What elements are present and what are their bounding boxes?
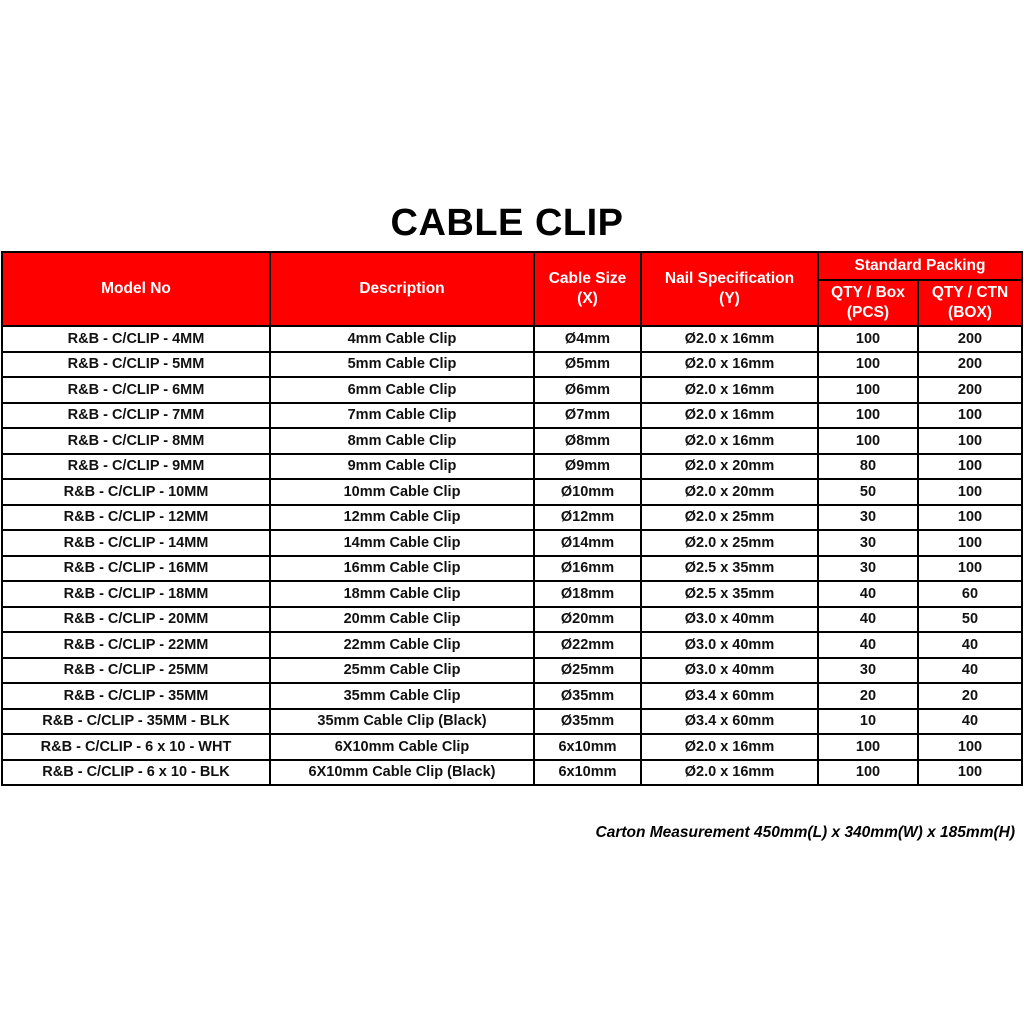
cell-description: 6X10mm Cable Clip (Black): [270, 760, 534, 786]
cell-qty-ctn: 100: [918, 530, 1022, 556]
table-row: [2, 428, 1022, 454]
header-qty-box-unit: (PCS): [846, 304, 890, 321]
cell-description: 4mm Cable Clip: [270, 326, 534, 352]
cell-qty-ctn: 100: [918, 403, 1022, 429]
cell-nail-spec: Ø3.0 x 40mm: [641, 658, 818, 684]
cell-qty-box: 100: [818, 734, 918, 760]
cell-description: 16mm Cable Clip: [270, 556, 534, 582]
cell-model-no: R&B - C/CLIP - 5MM: [2, 352, 270, 378]
cell-nail-spec: Ø2.0 x 16mm: [641, 734, 818, 760]
page-title: CABLE CLIP: [390, 202, 624, 244]
header-model-no: Model No: [2, 252, 270, 326]
cell-qty-box: 10: [818, 709, 918, 735]
cell-qty-box: 40: [818, 581, 918, 607]
cell-model-no: R&B - C/CLIP - 25MM: [2, 658, 270, 684]
cell-description: 6mm Cable Clip: [270, 377, 534, 403]
header-qty-box: [818, 280, 918, 326]
cell-model-no: R&B - C/CLIP - 6 x 10 - BLK: [2, 760, 270, 786]
cell-model-no: R&B - C/CLIP - 18MM: [2, 581, 270, 607]
cell-description: 14mm Cable Clip: [270, 530, 534, 556]
cell-qty-ctn: 100: [918, 734, 1022, 760]
cell-cable-size: 6x10mm: [534, 734, 641, 760]
cell-qty-ctn: 100: [918, 505, 1022, 531]
cell-model-no: R&B - C/CLIP - 22MM: [2, 632, 270, 658]
cell-description: 35mm Cable Clip: [270, 683, 534, 709]
cell-qty-box: 20: [818, 683, 918, 709]
cell-cable-size: Ø14mm: [534, 530, 641, 556]
cell-nail-spec: Ø2.0 x 16mm: [641, 326, 818, 352]
table-row: [2, 505, 1022, 531]
cell-qty-ctn: 40: [918, 709, 1022, 735]
cell-cable-size: Ø4mm: [534, 326, 641, 352]
cell-cable-size: 6x10mm: [534, 760, 641, 786]
cell-qty-box: 100: [818, 377, 918, 403]
header-qty-box-label: QTY / Box: [831, 284, 905, 301]
cell-qty-box: 100: [818, 403, 918, 429]
header-cable-size: [534, 252, 641, 326]
header-standard-packing: Standard Packing: [818, 252, 1022, 280]
cell-description: 9mm Cable Clip: [270, 454, 534, 480]
cell-description: 8mm Cable Clip: [270, 428, 534, 454]
cell-description: 18mm Cable Clip: [270, 581, 534, 607]
cell-model-no: R&B - C/CLIP - 12MM: [2, 505, 270, 531]
cell-qty-box: 30: [818, 530, 918, 556]
header-qty-ctn-unit: (BOX): [948, 304, 992, 321]
cell-qty-ctn: 100: [918, 479, 1022, 505]
table-row: [2, 326, 1022, 352]
cell-cable-size: Ø9mm: [534, 454, 641, 480]
cable-clip-spec-table: [1, 251, 1023, 786]
carton-measurement-note: Carton Measurement 450mm(L) x 340mm(W) x 185mm(H): [595, 824, 1015, 841]
cell-qty-ctn: 40: [918, 632, 1022, 658]
table-row: [2, 760, 1022, 786]
cell-model-no: R&B - C/CLIP - 35MM - BLK: [2, 709, 270, 735]
table-row: [2, 454, 1022, 480]
cell-qty-box: 100: [818, 352, 918, 378]
cell-nail-spec: Ø2.0 x 20mm: [641, 454, 818, 480]
header-row: [2, 252, 1022, 280]
cell-qty-box: 30: [818, 658, 918, 684]
cell-cable-size: Ø6mm: [534, 377, 641, 403]
cell-qty-ctn: 200: [918, 352, 1022, 378]
table-row: [2, 734, 1022, 760]
header-cable-size-symbol: (X): [577, 290, 598, 307]
cell-qty-ctn: 200: [918, 326, 1022, 352]
cell-cable-size: Ø10mm: [534, 479, 641, 505]
cell-model-no: R&B - C/CLIP - 6MM: [2, 377, 270, 403]
cell-model-no: R&B - C/CLIP - 14MM: [2, 530, 270, 556]
cell-qty-box: 30: [818, 556, 918, 582]
cell-nail-spec: Ø3.4 x 60mm: [641, 683, 818, 709]
cell-qty-ctn: 200: [918, 377, 1022, 403]
table-row: [2, 352, 1022, 378]
cell-nail-spec: Ø2.0 x 25mm: [641, 505, 818, 531]
cell-nail-spec: Ø2.5 x 35mm: [641, 556, 818, 582]
cell-model-no: R&B - C/CLIP - 9MM: [2, 454, 270, 480]
cell-description: 25mm Cable Clip: [270, 658, 534, 684]
table-row: [2, 479, 1022, 505]
cell-nail-spec: Ø2.0 x 16mm: [641, 403, 818, 429]
cell-qty-ctn: 100: [918, 760, 1022, 786]
cell-qty-ctn: 100: [918, 556, 1022, 582]
cell-nail-spec: Ø2.0 x 16mm: [641, 377, 818, 403]
cell-cable-size: Ø20mm: [534, 607, 641, 633]
cell-qty-ctn: 40: [918, 658, 1022, 684]
cell-model-no: R&B - C/CLIP - 8MM: [2, 428, 270, 454]
header-qty-ctn: [918, 280, 1022, 326]
table-body: [2, 326, 1022, 785]
cell-description: 35mm Cable Clip (Black): [270, 709, 534, 735]
cell-cable-size: Ø7mm: [534, 403, 641, 429]
header-description: Description: [270, 252, 534, 326]
cell-qty-ctn: 50: [918, 607, 1022, 633]
cell-cable-size: Ø18mm: [534, 581, 641, 607]
cell-model-no: R&B - C/CLIP - 6 x 10 - WHT: [2, 734, 270, 760]
cell-qty-box: 40: [818, 632, 918, 658]
header-qty-ctn-label: QTY / CTN: [931, 284, 1009, 301]
cell-model-no: R&B - C/CLIP - 7MM: [2, 403, 270, 429]
cell-qty-box: 100: [818, 326, 918, 352]
cell-qty-ctn: 100: [918, 428, 1022, 454]
table-row: [2, 530, 1022, 556]
cell-nail-spec: Ø3.4 x 60mm: [641, 709, 818, 735]
cell-nail-spec: Ø3.0 x 40mm: [641, 607, 818, 633]
table-row: [2, 556, 1022, 582]
cell-description: 22mm Cable Clip: [270, 632, 534, 658]
table-row: [2, 632, 1022, 658]
cell-model-no: R&B - C/CLIP - 4MM: [2, 326, 270, 352]
header-nail-spec: [641, 252, 818, 326]
cell-nail-spec: Ø2.0 x 20mm: [641, 479, 818, 505]
cell-qty-box: 40: [818, 607, 918, 633]
cell-cable-size: Ø16mm: [534, 556, 641, 582]
cell-nail-spec: Ø3.0 x 40mm: [641, 632, 818, 658]
cell-description: 7mm Cable Clip: [270, 403, 534, 429]
cell-model-no: R&B - C/CLIP - 16MM: [2, 556, 270, 582]
cell-nail-spec: Ø2.0 x 16mm: [641, 428, 818, 454]
cell-qty-box: 30: [818, 505, 918, 531]
cell-qty-box: 50: [818, 479, 918, 505]
cell-description: 20mm Cable Clip: [270, 607, 534, 633]
cell-qty-ctn: 100: [918, 454, 1022, 480]
table-row: [2, 607, 1022, 633]
cell-nail-spec: Ø2.0 x 25mm: [641, 530, 818, 556]
table-row: [2, 403, 1022, 429]
header-nail-spec-symbol: (Y): [719, 290, 740, 307]
cell-qty-ctn: 20: [918, 683, 1022, 709]
cell-qty-box: 100: [818, 760, 918, 786]
cell-cable-size: Ø5mm: [534, 352, 641, 378]
table-row: [2, 581, 1022, 607]
table-row: [2, 683, 1022, 709]
cell-nail-spec: Ø2.0 x 16mm: [641, 352, 818, 378]
cell-cable-size: Ø12mm: [534, 505, 641, 531]
cell-model-no: R&B - C/CLIP - 35MM: [2, 683, 270, 709]
cell-cable-size: Ø35mm: [534, 709, 641, 735]
cell-cable-size: Ø22mm: [534, 632, 641, 658]
header-cable-size-label: Cable Size: [548, 270, 627, 287]
cell-cable-size: Ø35mm: [534, 683, 641, 709]
cell-description: 10mm Cable Clip: [270, 479, 534, 505]
cell-nail-spec: Ø2.5 x 35mm: [641, 581, 818, 607]
table-row: [2, 709, 1022, 735]
table-row: [2, 377, 1022, 403]
cell-cable-size: Ø25mm: [534, 658, 641, 684]
cell-qty-box: 80: [818, 454, 918, 480]
cell-description: 12mm Cable Clip: [270, 505, 534, 531]
header-nail-spec-label: Nail Specification: [664, 270, 795, 287]
cell-qty-ctn: 60: [918, 581, 1022, 607]
cell-nail-spec: Ø2.0 x 16mm: [641, 760, 818, 786]
cell-description: 6X10mm Cable Clip: [270, 734, 534, 760]
cell-model-no: R&B - C/CLIP - 20MM: [2, 607, 270, 633]
table-row: [2, 658, 1022, 684]
cell-qty-box: 100: [818, 428, 918, 454]
cell-description: 5mm Cable Clip: [270, 352, 534, 378]
cell-cable-size: Ø8mm: [534, 428, 641, 454]
cell-model-no: R&B - C/CLIP - 10MM: [2, 479, 270, 505]
